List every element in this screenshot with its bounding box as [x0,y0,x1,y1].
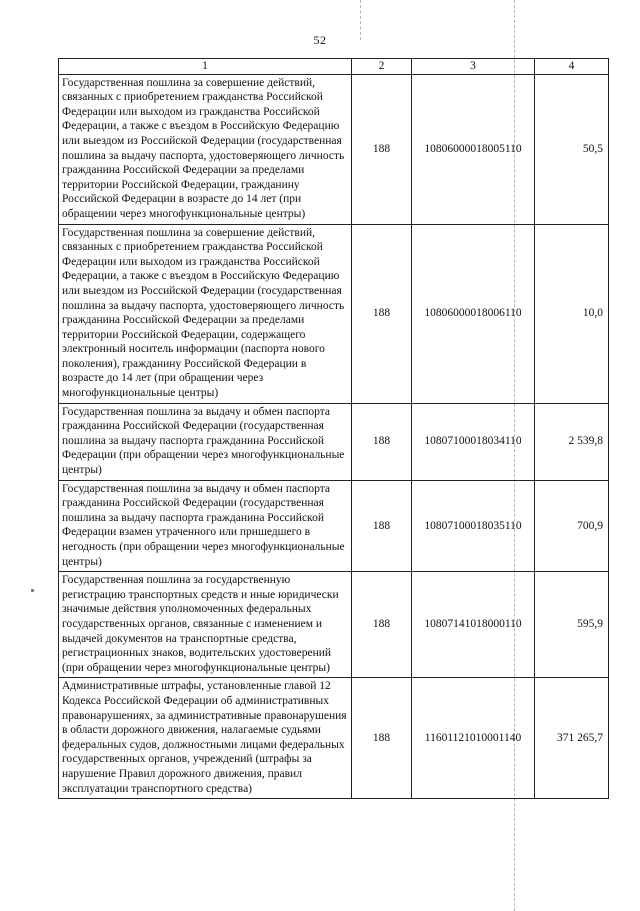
administrator-code: 188 [352,74,412,224]
scan-artifact-dot [31,589,34,592]
revenue-amount: 2 539,8 [535,403,609,480]
revenue-description: Государственная пошлина за выдачу и обмен паспорта гражданина Российской Федерации (государственная пошлина за выдачу паспорта гражданина Российской Федерации взамен утраченного или пришедшего в негодность (при обращении через многофункциональные центры) [59,480,352,572]
revenue-description: Государственная пошлина за совершение действий, связанных с приобретением гражданства Российской Федерации или выходом из гражданства Российской Федерации, а также с въездом в Российскую Федерацию или выездом из Российской Федерации (государственная пошлина за выдачу паспорта, удостоверяющего личность гражданина Российской Федерации за пределами территории Российской Федерации, содержащего электронный носитель информации (паспорта нового поколения), гражданину Российской Федерации в возрасте до 14 лет (при обращении через многофункциональные центры) [59,224,352,403]
budget-classification-code: 11601121010001140 [412,678,535,799]
budget-classification-code: 10806000018006110 [412,224,535,403]
table-row [59,403,609,480]
page-number: 52 [313,33,327,47]
revenue-description: Административные штрафы, установленные главой 12 Кодекса Российской Федерации об административных правонарушениях, за административные правонарушения в области дорожного движения, налагаемые судьями федеральных судов, должностными лицами федеральных государственных органов, учреждений (штрафы за нарушение Правил дорожного движения, правил эксплуатации транспортного средства) [59,678,352,799]
table-row [59,572,609,678]
table-row [59,224,609,403]
administrator-code: 188 [352,678,412,799]
table-row [59,678,609,799]
budget-classification-code: 10807141018000110 [412,572,535,678]
revenue-amount: 700,9 [535,480,609,572]
revenue-amount: 50,5 [535,74,609,224]
column-header-2: 2 [352,59,412,75]
table-row [59,480,609,572]
revenue-amount: 595,9 [535,572,609,678]
column-header-3: 3 [412,59,535,75]
administrator-code: 188 [352,403,412,480]
budget-classification-code: 10806000018005110 [412,74,535,224]
administrator-code: 188 [352,224,412,403]
administrator-code: 188 [352,480,412,572]
column-number-row [59,59,609,75]
revenue-amount: 10,0 [535,224,609,403]
table-row [59,74,609,224]
revenue-amount: 371 265,7 [535,678,609,799]
budget-classification-code: 10807100018034110 [412,403,535,480]
revenue-description: Государственная пошлина за выдачу и обмен паспорта гражданина Российской Федерации (государственная пошлина за выдачу паспорта гражданина Российской Федерации (при обращении через многофункциональные центры) [59,403,352,480]
revenue-description: Государственная пошлина за государственную регистрацию транспортных средств и иные юридически значимые действия уполномоченных федеральных государственных органов, связанные с изменением и выдачей документов на транспортные средства, регистрационных знаков, водительских удостоверений (при обращении через многофункциональные центры) [59,572,352,678]
revenue-description: Государственная пошлина за совершение действий, связанных с приобретением гражданства Российской Федерации или выходом из гражданства Российской Федерации, а также с въездом в Российскую Федерацию или выездом из Российской Федерации (государственная пошлина за выдачу паспорта, удостоверяющего личность гражданина Российской Федерации за пределами территории Российской Федерации, гражданину Российской Федерации в возрасте до 14 лет (при обращении через многофункциональные центры) [59,74,352,224]
budget-classification-code: 10807100018035110 [412,480,535,572]
column-header-4: 4 [535,59,609,75]
administrator-code: 188 [352,572,412,678]
revenue-table [58,58,609,799]
column-header-1: 1 [59,59,352,75]
